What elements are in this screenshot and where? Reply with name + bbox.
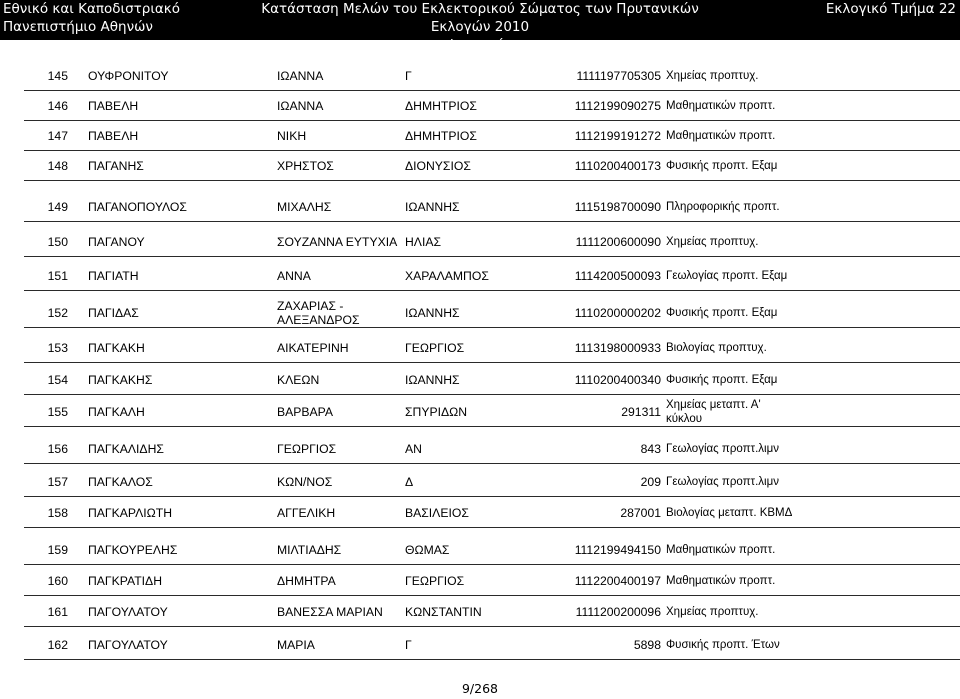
row-number: 149 [47, 200, 68, 214]
surname-cell: ΠΑΓΙΔΑΣ [88, 306, 139, 320]
table-row [0, 227, 960, 257]
first-name-cell: ΚΛΕΩΝ [277, 373, 320, 387]
first-name-cell: ΒΑΝΕΣΣΑ ΜΑΡΙΑΝ [277, 605, 383, 619]
father-name-cell: ΙΩΑΝΝΗΣ [405, 373, 460, 387]
department-cell: Γεωλογίας προπτ. Εξαμ [666, 270, 788, 282]
row-number: 156 [47, 442, 68, 456]
table-row [0, 365, 960, 395]
row-divider [24, 221, 960, 222]
registration-number-cell: 843 [640, 442, 661, 456]
department-cell: Φυσικής προπτ. Έτων [666, 639, 780, 651]
registration-number-cell: 5898 [633, 638, 661, 652]
first-name-cell: ΧΡΗΣΤΟΣ [277, 159, 334, 173]
department-cell: Βιολογίας προπτυχ. [666, 342, 767, 354]
department-cell: Χημείας προπτυχ. [666, 606, 759, 618]
row-divider [24, 595, 960, 596]
page-number: 9/268 [461, 681, 499, 696]
registration-number-cell: 1110200000202 [574, 306, 661, 320]
father-name-cell: ΓΕΩΡΓΙΟΣ [405, 574, 465, 588]
father-name-cell: ΓΕΩΡΓΙΟΣ [405, 341, 465, 355]
first-name-cell: ΙΩΑΝΝΑ [277, 99, 324, 113]
registration-number-cell: 1111200200096 [575, 605, 661, 619]
father-name-cell: ΑΝ [405, 442, 422, 456]
document-title [250, 0, 710, 54]
registration-number-cell: 1113198000933 [574, 341, 661, 355]
table-row [0, 467, 960, 497]
surname-cell: ΠΑΓΟΥΛΑΤΟΥ [88, 605, 168, 619]
table-row [0, 566, 960, 596]
university-name-line2: Πανεπιστήμιο Αθηνών [3, 19, 153, 35]
table-row [0, 121, 960, 151]
row-number: 153 [47, 341, 68, 355]
registration-number-cell: 287001 [620, 506, 661, 520]
registration-number-cell: 291311 [621, 405, 661, 419]
row-divider [24, 626, 960, 627]
row-number: 146 [47, 99, 68, 113]
department-cell: Φυσικής προπτ. Εξαμ [666, 374, 778, 386]
university-name [3, 0, 180, 36]
father-name-cell: ΧΑΡΑΛΑΜΠΟΣ [405, 269, 489, 283]
surname-cell: ΠΑΓΚΑΚΗΣ [88, 373, 153, 387]
row-divider [24, 659, 960, 660]
registration-number-cell: 1110200400340 [574, 373, 661, 387]
department-cell: Μαθηματικών προπτ. [666, 100, 776, 112]
table-row [0, 333, 960, 363]
registration-number-cell: 1112200400197 [574, 574, 661, 588]
table-row [0, 397, 960, 427]
father-name-cell: Γ [405, 69, 412, 83]
father-name-cell: ΔΗΜΗΤΡΙΟΣ [405, 99, 477, 113]
first-name-cell: ΖΑΧΑΡΙΑΣ - ΑΛΕΞΑΝΔΡΟΣ [277, 299, 360, 327]
surname-cell: ΟΥΦΡΟΝΙΤΟΥ [88, 69, 169, 83]
table-row [0, 535, 960, 565]
table-row [0, 192, 960, 222]
department-cell: Βιολογίας μεταπτ. ΚΒΜΔ [666, 507, 793, 519]
registration-number-cell: 1114200500093 [574, 269, 661, 283]
department-cell: Μαθηματικών προπτ. [666, 575, 776, 587]
row-number: 159 [47, 543, 68, 557]
table-row [0, 91, 960, 121]
first-name-cell: ΙΩΑΝΝΑ [277, 69, 324, 83]
surname-cell: ΠΑΓΚΟΥΡΕΛΗΣ [88, 543, 178, 557]
document-title-line2: Φοιτητών [446, 37, 514, 53]
department-cell: Χημείας προπτυχ. [666, 70, 759, 82]
row-divider [24, 564, 960, 565]
first-name-cell: ΑΝΝΑ [277, 269, 311, 283]
surname-cell: ΠΑΓΚΑΛΙΔΗΣ [88, 442, 164, 456]
registration-number-cell: 1111200600090 [575, 235, 661, 249]
row-divider [24, 394, 960, 395]
surname-cell: ΠΑΒΕΛΗ [88, 129, 139, 143]
row-divider [24, 290, 960, 291]
department-cell: Πληροφορικής προπτ. [666, 201, 780, 213]
department-cell: Γεωλογίας προπτ.λιμν [666, 476, 779, 488]
row-number: 152 [47, 306, 68, 320]
row-divider [24, 362, 960, 363]
row-divider [24, 527, 960, 528]
surname-cell: ΠΑΓΚΑΡΛΙΩΤΗ [88, 506, 173, 520]
table-row [0, 498, 960, 528]
surname-cell: ΠΑΓΙΑΤΗ [88, 269, 139, 283]
table-row [0, 261, 960, 291]
table-row [0, 630, 960, 660]
father-name-cell: ΒΑΣΙΛΕΙΟΣ [405, 506, 469, 520]
registration-number-cell: 1115198700090 [574, 200, 661, 214]
registration-number-cell: 1112199191272 [574, 129, 661, 143]
electoral-section [826, 0, 956, 18]
row-number: 154 [47, 373, 68, 387]
first-name-cell: ΔΗΜΗΤΡΑ [277, 574, 336, 588]
father-name-cell: ΔΗΜΗΤΡΙΟΣ [405, 129, 477, 143]
first-name-cell: ΜΙΧΑΛΗΣ [277, 200, 332, 214]
registration-number-cell: 209 [640, 475, 661, 489]
surname-cell: ΠΑΓΟΥΛΑΤΟΥ [88, 638, 168, 652]
university-name-line1: Εθνικό και Καποδιστριακό [3, 1, 181, 17]
row-divider [24, 327, 960, 328]
registration-number-cell: 1112199090275 [574, 99, 661, 113]
registration-number-cell: 1110200400173 [574, 159, 661, 173]
first-name-cell: ΓΕΩΡΓΙΟΣ [277, 442, 337, 456]
father-name-cell: ΙΩΑΝΝΗΣ [405, 200, 460, 214]
table-row [0, 597, 960, 627]
electoral-section-label: Εκλογικό Τμήμα 22 [825, 1, 956, 17]
registration-number-cell: 1112199494150 [574, 543, 661, 557]
first-name-cell: ΝΙΚΗ [277, 129, 307, 143]
department-cell: Μαθηματικών προπτ. [666, 130, 776, 142]
first-name-cell: ΑΙΚΑΤΕΡΙΝΗ [277, 341, 349, 355]
row-divider [24, 463, 960, 464]
row-divider [24, 180, 960, 181]
first-name-cell: ΚΩΝ/ΝΟΣ [277, 475, 333, 489]
row-number: 148 [47, 159, 68, 173]
father-name-cell: ΚΩΝΣΤΑΝΤΙΝ [405, 605, 482, 619]
registration-number-cell: 1111197705305 [576, 69, 661, 83]
department-cell: Γεωλογίας προπτ.λιμν [666, 443, 779, 455]
row-number: 155 [47, 405, 68, 419]
row-number: 162 [47, 638, 68, 652]
row-number: 150 [47, 235, 68, 249]
father-name-cell: Δ [405, 475, 414, 489]
first-name-cell: ΣΟΥΖΑΝΝΑ ΕΥΤΥΧΙΑ [277, 235, 398, 249]
row-number: 147 [47, 129, 68, 143]
surname-cell: ΠΑΓΚΑΚΗ [88, 341, 145, 355]
department-cell: Φυσικής προπτ. Εξαμ [666, 307, 778, 319]
surname-cell: ΠΑΓΚΑΛΗ [88, 405, 145, 419]
father-name-cell: ΗΛΙΑΣ [405, 235, 441, 249]
father-name-cell: ΘΩΜΑΣ [405, 543, 450, 557]
first-name-cell: ΒΑΡΒΑΡΑ [277, 405, 333, 419]
table-row [0, 61, 960, 91]
table-row [0, 298, 960, 328]
father-name-cell: ΔΙΟΝΥΣΙΟΣ [405, 159, 471, 173]
row-number: 158 [47, 506, 68, 520]
table-row [0, 151, 960, 181]
department-cell: Μαθηματικών προπτ. [666, 544, 776, 556]
surname-cell: ΠΑΓΑΝΗΣ [88, 159, 144, 173]
row-number: 151 [47, 269, 68, 283]
table-row [0, 434, 960, 464]
row-divider [24, 256, 960, 257]
row-divider [24, 426, 960, 427]
first-name-cell: ΜΑΡΙΑ [277, 638, 315, 652]
document-title-line1: Κατάσταση Μελών του Εκλεκτορικού Σώματος των Πρυτανικών Εκλογών 2010 [261, 1, 699, 35]
father-name-cell: ΙΩΑΝΝΗΣ [405, 306, 460, 320]
surname-cell: ΠΑΒΕΛΗ [88, 99, 139, 113]
row-number: 157 [47, 475, 68, 489]
surname-cell: ΠΑΓΚΡΑΤΙΔΗ [88, 574, 162, 588]
row-divider [24, 496, 960, 497]
department-cell: Χημείας προπτυχ. [666, 236, 759, 248]
first-name-cell: ΑΓΓΕΛΙΚΗ [277, 506, 336, 520]
row-number: 161 [47, 605, 68, 619]
father-name-cell: Γ [405, 638, 412, 652]
first-name-cell: ΜΙΛΤΙΑΔΗΣ [277, 543, 342, 557]
department-cell: Φυσικής προπτ. Εξαμ [666, 160, 778, 172]
surname-cell: ΠΑΓΑΝΟΠΟΥΛΟΣ [88, 200, 187, 214]
department-cell: Χημείας μεταπτ. Α' κύκλου [666, 399, 761, 425]
father-name-cell: ΣΠΥΡΙΔΩΝ [405, 405, 468, 419]
row-number: 160 [47, 574, 68, 588]
surname-cell: ΠΑΓΑΝΟΥ [88, 235, 145, 249]
page-header [0, 0, 960, 53]
surname-cell: ΠΑΓΚΑΛΟΣ [88, 475, 153, 489]
row-number: 145 [47, 69, 68, 83]
